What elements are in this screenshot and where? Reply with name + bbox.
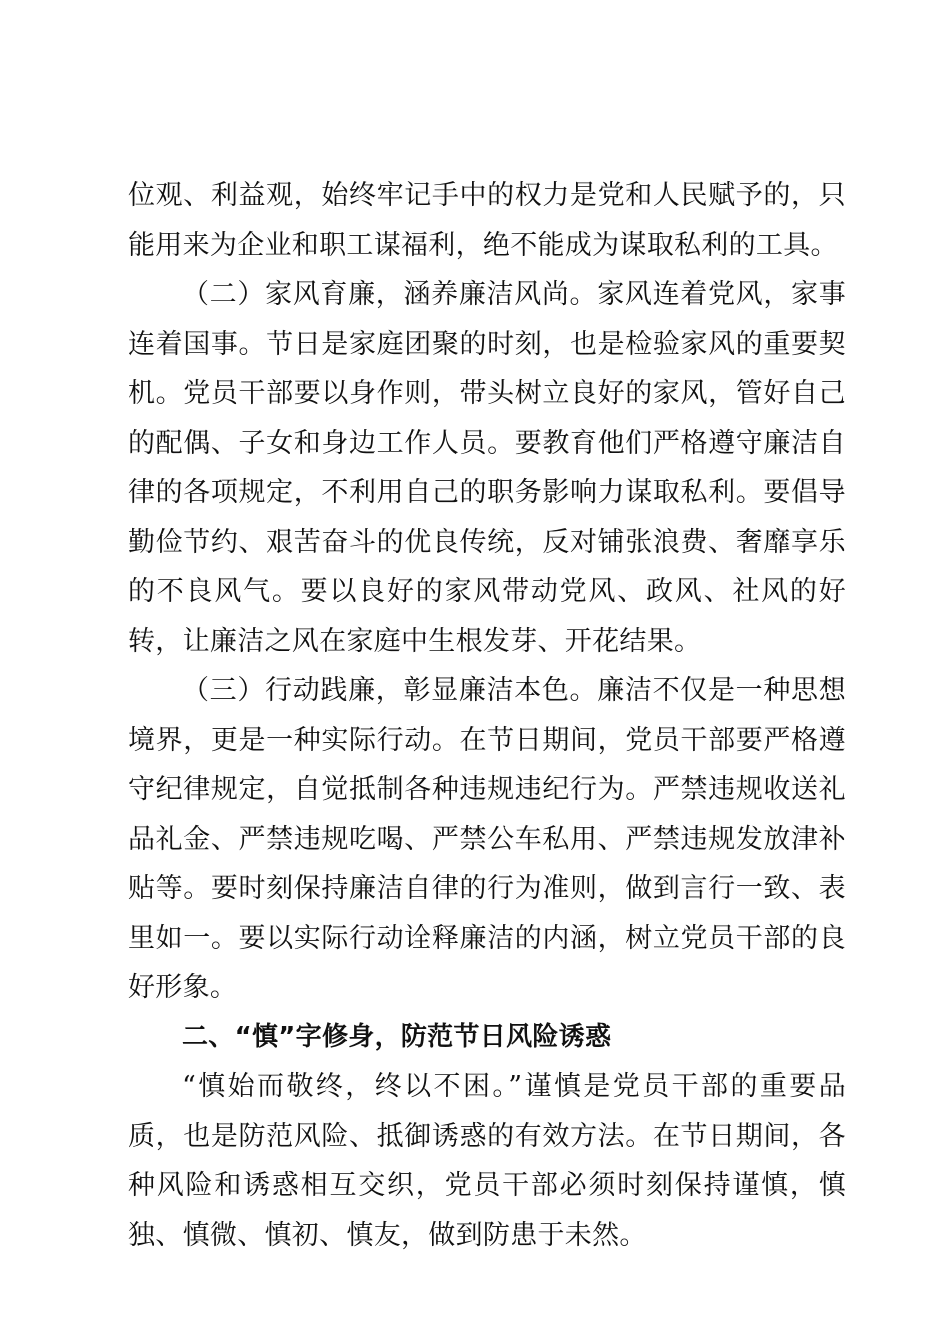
section-heading: 二、“慎”字修身，防范节日风险诱惑: [182, 1021, 612, 1052]
paragraph-continuation: 位观、利益观，始终牢记手中的权力是党和人民赋予的，只能用来为企业和职工谋福利，绝不能成为谋取私利的工具。: [128, 180, 846, 261]
document-body: [128, 171, 846, 1260]
paragraph-prudence: “慎始而敬终，终以不困。”谨慎是党员干部的重要品质，也是防范风险、抵御诱惑的有效方法。在节日期间，各种风险和诱惑相互交织，党员干部必须时刻保持谨慎，慎独、慎微、慎初、慎友，做到防患于未然。: [128, 1071, 846, 1251]
paragraph-action-integrity: （三）行动践廉，彰显廉洁本色。廉洁不仅是一种思想境界，更是一种实际行动。在节日期间，党员干部要严格遵守纪律规定，自觉抵制各种违规违纪行为。严禁违规收送礼品礼金、严禁违规吃喝、严禁公车私用、严禁违规发放津补贴等。要时刻保持廉洁自律的行为准则，做到言行一致、表里如一。要以实际行动诠释廉洁的内涵，树立党员干部的良好形象。: [128, 675, 846, 1003]
paragraph-family-style: （二）家风育廉，涵养廉洁风尚。家风连着党风，家事连着国事。节日是家庭团聚的时刻，也是检验家风的重要契机。党员干部要以身作则，带头树立良好的家风，管好自己的配偶、子女和身边工作人员。要教育他们严格遵守廉洁自律的各项规定，不利用自己的职务影响力谋取私利。要倡导勤俭节约、艰苦奋斗的优良传统，反对铺张浪费、奢靡享乐的不良风气。要以良好的家风带动党风、政风、社风的好转，让廉洁之风在家庭中生根发芽、开花结果。: [128, 279, 846, 657]
